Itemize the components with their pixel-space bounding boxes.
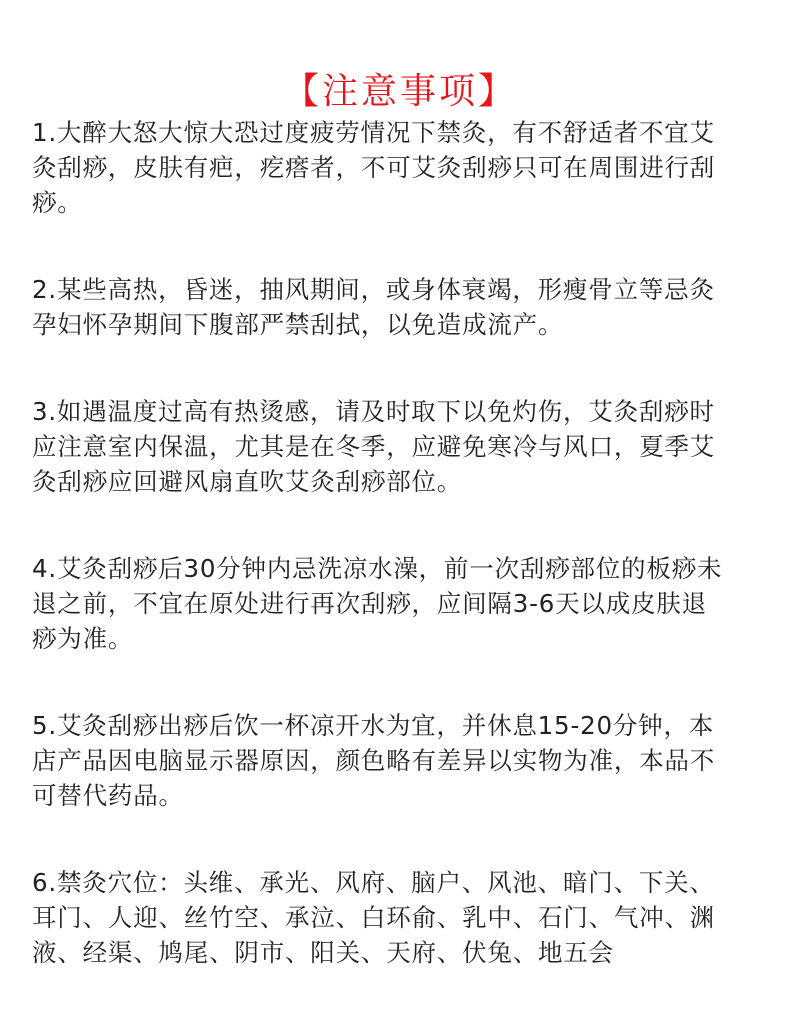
note-line: 灸刮痧应回避风扇直吹艾灸刮痧部位。	[32, 467, 463, 496]
note-item-2	[32, 272, 792, 342]
note-line: 6.禁灸穴位：头维、承光、风府、脑户、风池、暗门、下关、	[32, 868, 715, 897]
note-line: 孕妇怀孕期间下腹部严禁刮拭，以免造成流产。	[32, 310, 564, 339]
note-line: 耳门、人迎、丝竹空、承泣、白环俞、乳中、石门、气冲、渊	[32, 903, 716, 932]
page-title: 【注意事项】	[282, 71, 517, 113]
note-line: 2.某些高热，昏迷，抽风期间，或身体衰竭，形瘦骨立等忌灸	[32, 275, 715, 304]
note-line: 可替代药品。	[32, 781, 184, 810]
note-line: 店产品因电脑显示器原因，颜色略有差异以实物为准，本品不	[32, 746, 716, 775]
note-line: 5.艾灸刮痧出痧后饮一杯凉开水为宜，并休息15-20分钟，本	[32, 711, 715, 740]
note-line: 退之前，不宜在原处进行再次刮痧，应间隔3-6天以成皮肤退	[32, 589, 707, 618]
note-line: 痧为准。	[32, 624, 134, 653]
note-item-4	[32, 551, 792, 656]
note-item-5	[32, 708, 792, 813]
note-line: 液、经渠、鸠尾、阴市、阳关、天府、伏兔、地五会	[32, 938, 614, 967]
note-line: 3.如遇温度过高有热烫感，请及时取下以免灼伤，艾灸刮痧时	[32, 397, 715, 426]
notes-list	[32, 115, 792, 1022]
note-line: 4.艾灸刮痧后30分钟内忌洗凉水澡，前一次刮痧部位的板痧未	[32, 554, 723, 583]
note-line: 1.大醉大怒大惊大恐过度疲劳情况下禁灸，有不舒适者不宜艾	[32, 118, 715, 147]
note-item-1	[32, 115, 792, 220]
note-line: 痧。	[32, 188, 83, 217]
note-line: 灸刮痧，皮肤有疤，疙瘩者，不可艾灸刮痧只可在周围进行刮	[32, 153, 716, 182]
note-item-3	[32, 394, 792, 499]
note-item-6	[32, 865, 792, 970]
note-line: 应注意室内保温，尤其是在冬季，应避免寒冷与风口，夏季艾	[32, 432, 716, 461]
